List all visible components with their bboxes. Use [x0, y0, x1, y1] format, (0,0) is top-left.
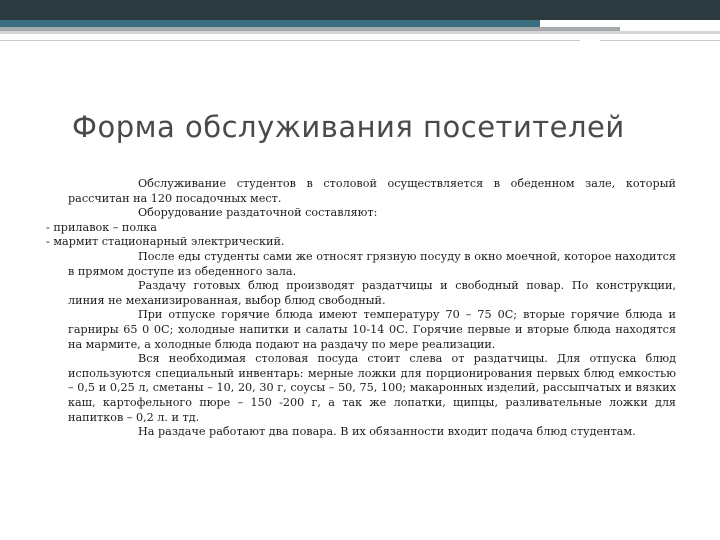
paragraph: Вся необходимая столовая посуда стоит слева от раздатчицы. Для отпуска блюд используются специальный инвентарь: мерные ложки для порционирования первых блюд емкостью – 0,5 и 0,25 л, сметаны – 10, 20, 30 г, соусы – 50, 75, 100; макаронных изделий, рассыпчатых и вязких каш, картофельного пюре – 150 -200 г, а так же лопатки, щипцы, разливательные ложки для напитков – 0,2 л. и тд. — [68, 352, 676, 424]
paragraph: Оборудование раздаточной составляют: — [138, 206, 378, 220]
paragraph: Обслуживание студентов в столовой осуществляется в обеденном зале, который рассчитан на 120 посадочных мест. — [68, 177, 676, 205]
divider-line — [600, 40, 720, 41]
slide-body — [46, 177, 676, 440]
top-light-bar — [0, 31, 720, 34]
slide-title: Форма обслуживания посетителей — [72, 110, 625, 144]
list-item: - прилавок – полка — [46, 220, 157, 234]
paragraph: При отпуске горячие блюда имеют температуру 70 – 75 0С; вторые горячие блюда и гарниры 65 0 0С; холодные напитки и салаты 10-14 0С. Горячие первые и вторые блюда находятся на мармите, а холодные блюда подают на раздачу по мере реализации. — [68, 308, 676, 351]
list-item: - мармит стационарный электрический. — [46, 235, 285, 249]
top-dark-bar — [0, 0, 720, 20]
paragraph: После еды студенты сами же относят грязную посуду в окно моечной, которое находится в прямом доступе из обеденного зала. — [68, 249, 676, 278]
paragraph: На раздаче работают два повара. В их обязанности входит подача блюд студентам. — [138, 425, 636, 439]
top-teal-bar — [0, 20, 540, 27]
paragraph: Раздачу готовых блюд производят раздатчицы и свободный повар. По конструкции, линия не механизированная, выбор блюд свободный. — [68, 279, 676, 307]
divider-line — [0, 40, 580, 41]
